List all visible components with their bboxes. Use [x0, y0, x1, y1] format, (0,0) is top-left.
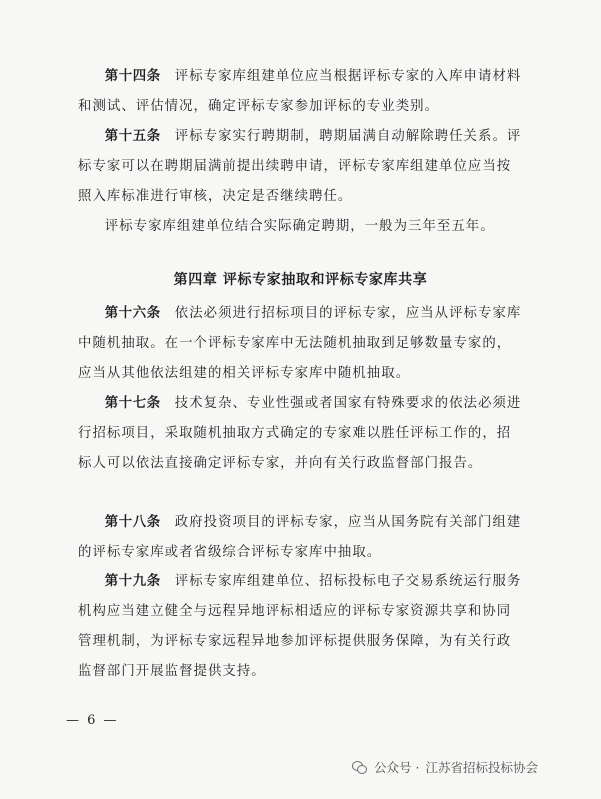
article-number: 第十六条: [104, 306, 175, 321]
chapter-title: 第四章 评标专家抽取和评标专家库共享: [173, 272, 428, 288]
article-15: [78, 122, 523, 212]
wechat-icon: [352, 761, 368, 774]
article-text: 依法必须进行招标项目的评标专家，应当从评标专家库中随机抽取。在一个评标专家库中无法随机抽取到足够数量专家的，应当从其他依法组建的相关评标专家库中随机抽取。: [78, 306, 522, 381]
article-19: [78, 567, 523, 687]
article-14: [78, 62, 523, 122]
watermark-account: 江苏省招标投标协会: [425, 760, 538, 775]
article-text: 评标专家实行聘期制，聘期届满自动解除聘任关系。评标专家可以在聘期届满前提出续聘申请，评标专家库组建单位应当按照入库标准进行审核，决定是否继续聘任。: [78, 129, 522, 204]
article-15-term: [78, 212, 523, 242]
article-17: [78, 389, 523, 479]
paragraph-text: 评标专家库组建单位结合实际确定聘期，一般为三年至五年。: [104, 219, 495, 234]
article-text: 评标专家库组建单位应当根据评标专家的入库申请材料和测试、评估情况，确定评标专家参加评标的专业类别。: [78, 69, 522, 114]
page-number: — 6 —: [66, 713, 119, 728]
article-text: 政府投资项目的评标专家，应当从国务院有关部门组建的评标专家库或者省级综合评标专家库中抽取。: [78, 515, 522, 560]
article-number: 第十七条: [104, 396, 175, 411]
article-text: 评标专家库组建单位、招标投标电子交易系统运行服务机构应当建立健全与远程异地评标相适应的评标专家资源共享和协同管理机制，为评标专家远程异地参加评标提供服务保障，为有关行政监督部门开展监督提供支持。: [78, 574, 522, 679]
article-number: 第十八条: [104, 515, 175, 530]
article-18: [78, 508, 523, 568]
watermark-prefix: 公众号 ·: [374, 760, 420, 775]
article-text: 技术复杂、专业性强或者国家有特殊要求的依法必须进行招标项目，采取随机抽取方式确定的专家难以胜任评标工作的，招标人可以依法直接确定评标专家，并向有关行政监督部门报告。: [78, 396, 522, 471]
article-number: 第十九条: [104, 574, 175, 589]
wechat-watermark: [352, 758, 538, 776]
article-number: 第十五条: [104, 129, 175, 144]
article-number: 第十四条: [104, 69, 175, 84]
article-16: [78, 299, 523, 389]
